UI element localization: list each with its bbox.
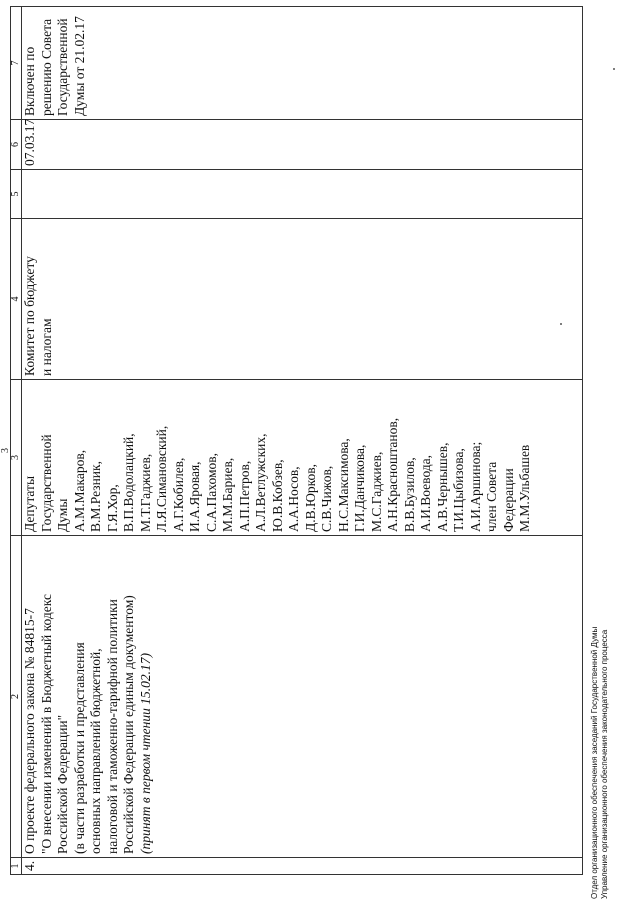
- author-line: А.П.Петров,: [236, 460, 252, 532]
- column-header: 5: [11, 170, 22, 219]
- column-header: 1: [11, 858, 22, 875]
- committee-line: и налогам: [38, 318, 54, 376]
- author-line: член Совета: [484, 461, 499, 532]
- author-line: В.П.Водолацкий,: [121, 433, 136, 532]
- note-line: Государственной: [55, 18, 70, 116]
- note-line: Включен по: [22, 46, 37, 116]
- footer: [590, 627, 610, 899]
- header-row: [11, 7, 22, 875]
- author-line: А.А.Носов,: [286, 466, 301, 532]
- author-line: А.Г.Кобилев,: [170, 457, 186, 532]
- author-line: А.В.Чернышев,: [434, 442, 450, 532]
- bill-title: [22, 536, 583, 858]
- author-line: М.Т.Гаджиев,: [137, 453, 153, 532]
- note-lines: [22, 10, 88, 116]
- author-line: А.Л.Ветлужских,: [253, 433, 268, 532]
- column-header: 7: [11, 7, 22, 120]
- author-line: Федерации: [500, 468, 516, 532]
- author-line: А.Н.Красноштанов,: [385, 417, 400, 532]
- bill-title-line: Российской Федерации": [55, 714, 70, 854]
- committee-lines: [22, 222, 55, 376]
- column-5-cell: [22, 170, 583, 219]
- column-header: 3: [11, 380, 22, 536]
- author-line: Ю.В.Кобзев,: [269, 459, 285, 532]
- footer-line: Управление организационного обеспечения законодательного процесса: [600, 629, 609, 899]
- author-line: Депутаты: [22, 475, 37, 532]
- authors-list: [22, 383, 534, 532]
- column-header: 6: [11, 120, 22, 170]
- date-cell: 07.03.17: [22, 120, 583, 170]
- author-line: А.М.Макаров,: [71, 449, 87, 532]
- author-line: М.М.Ульбашев: [517, 444, 532, 532]
- author-line: С.А.Пахомов,: [203, 452, 219, 532]
- author-line: А.И.Воевода,: [418, 454, 433, 532]
- bill-authors: [22, 380, 583, 536]
- author-line: Государственной: [38, 434, 54, 532]
- author-line: Т.И.Цыбизова,: [451, 448, 466, 532]
- note-cell: [22, 7, 583, 120]
- bill-title-line: Российской Федерации единым документом): [121, 595, 136, 854]
- bill-title-line: основных направлений бюджетной,: [88, 648, 103, 854]
- author-line: С.В.Чижов,: [319, 465, 334, 532]
- note-line: Думы от 21.02.17: [71, 16, 87, 116]
- bill-title-line: О проекте федерального закона № 84815-7: [22, 608, 37, 854]
- author-line: Г.И.Данчикова,: [352, 444, 367, 532]
- author-line: М.С.Гаджиев,: [368, 451, 384, 532]
- author-line: Думы: [55, 498, 70, 532]
- table-row: [22, 7, 583, 875]
- author-line: А.И.Аршинова;: [467, 441, 483, 532]
- scan-speck: [613, 68, 615, 70]
- bill-title-line: (в части разработки и представления: [71, 642, 87, 854]
- note-line: решению Совета: [38, 18, 54, 116]
- footer-line: Отдел организационного обеспечения заседаний Государственной Думы: [590, 626, 599, 899]
- page-number: 3: [0, 448, 11, 453]
- author-line: Л.Я.Симановский,: [154, 425, 169, 532]
- bill-title-lines: [22, 539, 138, 854]
- bill-reading-note: (принят в первом чтении 15.02.17): [137, 653, 153, 854]
- author-line: И.А.Яровая,: [187, 461, 202, 532]
- author-line: В.М.Резник,: [88, 461, 103, 532]
- bill-title-line: "О внесении изменений в Бюджетный кодекс: [38, 594, 54, 854]
- author-line: В.В.Бузилов,: [401, 457, 417, 532]
- author-line: Н.С.Максимова,: [335, 438, 351, 532]
- committee-line: Комитет по бюджету: [22, 256, 37, 376]
- responsible-committee: [22, 219, 583, 380]
- row-number: 4.: [22, 858, 583, 875]
- author-line: М.М.Бариев,: [220, 457, 235, 532]
- bill-title-line: налоговой и таможенно-тарифной политики: [104, 599, 120, 854]
- author-line: Г.Я.Хор,: [104, 484, 120, 532]
- agenda-table: [10, 6, 583, 875]
- author-line: Д.В.Юрков,: [302, 464, 318, 532]
- column-header: 4: [11, 219, 22, 380]
- scan-speck: [560, 323, 562, 325]
- column-header: 2: [11, 536, 22, 858]
